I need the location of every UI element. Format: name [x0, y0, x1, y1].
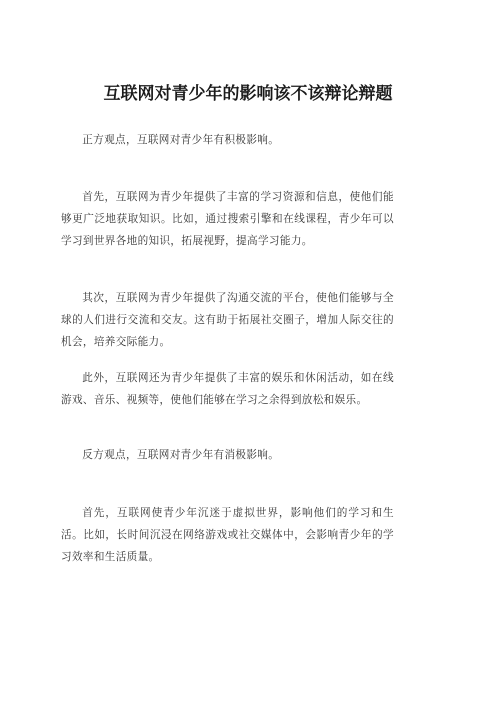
paragraph-affirmative-thesis: 正方观点，互联网对青少年有积极影响。	[82, 134, 280, 146]
paragraph-entertainment: 此外，互联网还为青少年提供了丰富的娱乐和休闲活动，如在线游戏、音乐、视频等，使他们能够在学习之余得到放松和娱乐。	[61, 372, 394, 406]
paragraph-addiction: 首先，互联网使青少年沉迷于虚拟世界，影响他们的学习和生活。比如，长时间沉浸在网络游戏或社交媒体中，会影响青少年的学习效率和生活质量。	[61, 507, 394, 563]
paragraph-negative-thesis: 反方观点，互联网对青少年有消极影响。	[82, 449, 280, 461]
paragraph-communication: 其次，互联网为青少年提供了沟通交流的平台，使他们能够与全球的人们进行交流和交友。这有助于拓展社交圈子，增加人际交往的机会，培养交际能力。	[61, 292, 394, 348]
document-title: 互联网对青少年的影响该不该辩论辩题	[103, 84, 393, 104]
paragraph-learning-resources: 首先，互联网为青少年提供了丰富的学习资源和信息，使他们能够更广泛地获取知识。比如，通过搜索引擎和在线课程，青少年可以学习到世界各地的知识，拓展视野，提高学习能力。	[61, 191, 394, 247]
